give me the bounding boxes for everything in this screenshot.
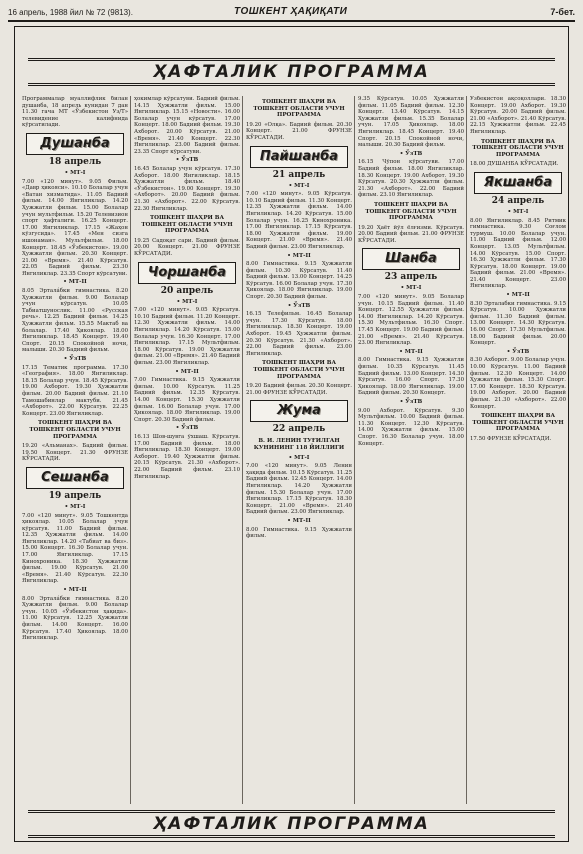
regional-program-heading: ТОШКЕНТ ШАҲРИ ВА ТОШКЕНТ ОБЛАСТИ УЧУН ПРОГРАММА — [365, 201, 457, 222]
schedule-text: 17.15 Тематик программа. 17.30 «География». 18.00 Янгиликлар. 18.15 Болалар учун. 18.45 Кўрсатув. 19.00 Ахборот. 19.30 Ҳужжатли фильм. 20.00 Бадиий фильм. 21.10 Тамошабинлар мактуби. 21.45 «Ахборот». 22.00 Кўрсатув. 22.25 Концерт. 23.00 Янгиликлар. — [22, 364, 128, 417]
day-heading-tuesday: Сешанба — [26, 467, 124, 489]
day-heading-friday: Жума — [250, 400, 348, 422]
schedule-text: 19.20 «Альманах». Бадиий фильм. 19.50 Концерт. 21.30 ФРУНЗЕ КЎРСАТАДИ. — [22, 443, 128, 463]
channel-heading: • МТ-I — [507, 208, 529, 215]
channel-heading: • МТ-II — [63, 587, 87, 594]
channel-heading: • МТ-II — [506, 292, 530, 299]
schedule-text: 7.00 «120 минут». 9.05 Фильм. «Давр ҳикояси». 10.10 Болалар учун «Ватан хизматида». 11.05 Бадиий фильм. 14.00 Янгиликлар. 14.20 Ҳужжатли фильм. 15.00 Болалар учун мультфильм. 15.20 Телевизион спорт ҳафталиги. 16.25 Концерт. 17.00 Янгиликлар. 17.15 «Жаҳон кўзгусида». 17.45 «Мен сизга ишонаман». Мультфильм. 18.00 Концерт. 18.45 «Ўзбекистон». 19.00 Ҳужжатли фильм. 20.30 Концерт. 21.00 «Время». 21.40 Кўрсатув. 22.05 Бадиий фильм. 23.30 Янгиликлар. 23.35 Спорт кўрсатуви. — [22, 178, 128, 277]
channel-heading: • МТ-I — [64, 503, 86, 510]
channel-heading: • ЎзТВ — [287, 302, 311, 309]
schedule-text: 19.20 Ҳаёт йўл ёлғизми. Кўрсатув. 20.00 Бадиий фильм. 21.00 ФРУНЗЕ КЎРСАТАДИ. — [358, 224, 464, 244]
channel-heading: • ЎзТВ — [175, 157, 199, 164]
column-4 — [358, 96, 464, 804]
channel-heading: • ЎзТВ — [506, 348, 530, 355]
schedule-text: 8.30 Ахборот. 9.00 Болалар учун. 10.00 Кўрсатув. 11.00 Бадиий фильм. 12.30 Концерт. 14.00 Ҳужжатли фильм. 15.30 Спорт. 17.00 Концерт. 18.30 Кўрсатув. 19.00 Ахборот. 20.00 Бадиий фильм. 21.30 «Ахборот». 22.00 Концерт. — [470, 357, 566, 410]
schedule-text: 8.05 Эртала́бки гимнастика. 8.20 Ҳужжатли фильм. 9.00 Болалар учун кўрсатув. 10.05 Табиатшунослик. 11.00 «Русская речь». 12.25 Бадиий фильм. 14.25 Ҳужжатли фильм. 15.55 Мактаб ва болалар. 17.40 Ҳикоялар. 18.00 Янгиликлар. 18.45 Концерт. 19.40 Спорт. 20.15 Спокойной ночи, малыши. 20.30 Бадиий фильм. — [22, 288, 128, 354]
channel-heading: • МТ-I — [176, 298, 198, 305]
schedule-text: 8.00 Янгиликлар. 8.45 Ритмик гимнастика. 9.30 Соғлом турмуш. 10.00 Болалар учун. 11.00 Бадиий фильм. 12.00 Концерт. 13.05 Мультфильм. 14.00 Кўрсатув. 15.00 Спорт. 16.30 Ҳужжатли фильм. 17.30 Кўрсатув. 18.00 Концерт. 19.00 Бадиий фильм. 21.00 «Время». 21.40 Концерт. 23.00 Янгиликлар. — [470, 217, 566, 290]
column-divider — [130, 96, 131, 804]
regional-program-heading: ТОШКЕНТ ШАҲРИ ВА ТОШКЕНТ ОБЛАСТИ УЧУН ПРОГРАММА — [472, 413, 564, 433]
regional-program-heading: ТОШКЕНТ ШАҲРИ ВА ТОШКЕНТ ОБЛАСТИ УЧУН ПРОГРАММА — [29, 420, 121, 440]
day-heading-saturday: Шанба — [362, 248, 460, 270]
schedule-text: 16.45 Болалар учун кўрсатув. 17.30 Ахборот. 18.00 Янгиликлар. 18.15 Ҳужжатли фильм. 18.40 «Ўзбекистон». 19.00 Концерт. 19.30 «Ахборот». 20.00 Бадиий фильм. 21.30 «Ахборот». 22.00 Кўрсатув. 22.30 Янгиликлар. — [134, 165, 240, 212]
schedule-text: 19.20 Бадиий фильм. 20.30 Концерт. 21.00 ФРУНЗЕ КЎРСАТАДИ. — [246, 383, 352, 396]
column-divider — [242, 96, 243, 804]
day-date: 23 апрель — [384, 272, 438, 283]
schedule-text: 8.00 Гимнастика. 9.15 Ҳужжатли фильм. 10.35 Кўрсатув. 11.45 Бадиий фильм. 13.00 Концерт. 14.30 Кўрсатув. 16.00 Спорт. 17.30 Ҳикоялар. 18.00 Янгиликлар. 19.00 Бадиий фильм. 20.30 Концерт. — [358, 357, 464, 397]
page-header — [8, 6, 575, 20]
schedule-text: 9.00 Ахборот. Кўрсатув. 9.30 Мультфильм. 10.00 Бадиий фильм. 11.30 Концерт. 12.30 Кўрсатув. 14.00 Ҳужжатли фильм. 15.00 Спорт. 16.30 Болалар учун. 18.00 Концерт. — [358, 407, 464, 447]
column-5 — [470, 96, 566, 804]
column-divider — [354, 96, 355, 804]
day-date: 21 апрель — [272, 169, 326, 180]
schedule-text: ҳокимлар кўрсатуви. Бадиий фильм. 14.15 Ҳужжатли фильм. 15.00 Янгиликлар. 15.15 «Новости». 16.00 Болалар учун кўрсатув. 17.00 Концерт. 18.00 Бадиий фильм. 19.30 Ахборот. 20.00 Кўрсатув. 21.00 «Время». 21.40 Концерт. 22.30 Янгиликлар. 23.00 Бадиий фильм. 23.35 Спорт кўрсатуви. — [134, 96, 240, 155]
channel-heading: • МТ-I — [400, 285, 422, 292]
schedule-text: 8.30 Эрталабки гимнастика. 9.15 Кўрсатув. 10.00 Ҳужжатли фильм. 11.30 Бадиий фильм. 13.00 Концерт. 14.30 Кўрсатув. 16.00 Спорт. 17.30 Мультфильм. 18.00 Бадиий фильм. 20.00 Концерт. — [470, 300, 566, 347]
channel-heading: • ЎзТВ — [399, 150, 423, 157]
schedule-text: 16.13 Шов-шувга ўхшаш. Кўрсатув. 17.00 Бадиий фильм. 18.00 Янгиликлар. 18.30 Концерт. 19.00 Ахборот. 19.40 Ҳужжатли фильм. 20.15 Кўрсатув. 21.30 «Ахборот». 22.00 Бадиий фильм. 23.10 Янгиликлар. — [134, 433, 240, 480]
channel-heading: • МТ-II — [287, 252, 311, 259]
channel-heading: • ЎзТВ — [175, 425, 199, 432]
schedule-text: 16.15 Телефильм. 16.45 Болалар учун. 17.30 Кўрсатув. 18.00 Янгиликлар. 18.30 Концерт. 19.00 Ахборот. 19.45 Ҳужжатли фильм. 20.30 Кўрсатув. 21.30 «Ахборот». 22.00 Бадиий фильм. 23.00 Янгиликлар. — [246, 311, 352, 357]
schedule-text: Ўзбекистон ақсоқоллари. 18.30 Концерт. 19.00 Ахборот. 19.30 Кўрсатув. 20.00 Бадиий фильм. 21.00 «Ахборот». 21.40 Кўрсатув. 22.15 Ҳужжатли фильм. 22.45 Янгиликлар. — [470, 96, 566, 135]
banner-title: ҲАФТАЛИК ПРОГРАММА — [28, 58, 555, 86]
day-heading-monday: Душанба — [26, 133, 124, 155]
regional-program-heading: ТОШКЕНТ ШАҲРИ ВА ТОШКЕНТ ОБЛАСТИ УЧУН ПРОГРАММА — [253, 360, 345, 380]
channel-heading: • ЎзТВ — [63, 356, 87, 362]
intro-text: Программалар муаллифлик билан душанба, 18 апрель кунидан 7 дан 11.30 гача МТ «Ўзбекистон Уз/Т» телевидение калифнида кўрсатилади. — [22, 96, 128, 129]
channel-heading: • МТ-I — [288, 454, 310, 461]
column-divider — [466, 96, 467, 804]
channel-heading: • МТ-II — [399, 348, 423, 355]
schedule-text: 7.00 Гимнастика. 9.15 Ҳужжатли фильм. 10.00 Кўрсатув. 11.25 Бадиий фильм. 12.35 Кўрсатув. 14.00 Концерт. 15.30 Ҳужжатли фильм. 16.00 Болалар учун. 17.00 Ҳикоялар. 18.00 Янгиликлар. 19.00 Спорт. 20.30 Бадиий фильм. — [134, 377, 240, 423]
schedule-text: 7.00 «120 минут». 9.05 Болалар учун. 10.15 Бадиий фильм. 11.40 Концерт. 12.55 Ҳужжатли фильм. 14.00 Янгиликлар. 14.20 Кўрсатув. 15.30 Мультфильм. 16.30 Спорт. 17.45 Концерт. 19.00 Бадиий фильм. 21.00 «Время». 21.40 Кўрсатув. 23.00 Янгиликлар. — [358, 294, 464, 347]
schedule-text: 7.00 «120 минут». 9.05 Ленин ҳақида фильм. 10.15 Кўрсатув. 11.25 Бадиий фильм. 12.45 Концерт. 14.00 Янгиликлар. 14.20 Ҳужжатли фильм. 15.30 Болалар учун. 17.00 Янгиликлар. 17.15 Кўрсатув. 18.30 Концерт. 21.00 «Время». 21.40 Бадиий фильм. 23.00 Янгиликлар. — [246, 463, 352, 516]
schedule-text: 8.00 Эртала́бки гимнастика. 8.20 Ҳужжатли фильм. 9.00 Болалар учун. 10.05 «Ўзбекистон ҳақида». 11.00 Кўрсатув. 12.25 Ҳужжатли фильм. 14.00 Концерт. 16.00 Кўрсатув. 17.40 Ҳикоялар. 18.00 Янгиликлар. — [22, 595, 128, 642]
day-date: 18 апрель — [48, 156, 102, 167]
day-date: 22 апрель — [272, 424, 326, 435]
regional-program-heading: ТОШКЕНТ ШАҲРИ ВА ТОШКЕНТ ОБЛАСТИ УЧУН ПРОГРАММА — [253, 99, 345, 119]
channel-heading: • МТ-II — [287, 517, 311, 524]
schedule-text: 8.00 Гимнастика. 9.15 Ҳужжатли фильм. 10.30 Кўрсатув. 11.40 Бадиий фильм. 13.00 Концерт. 14.25 Кўрсатув. 16.00 Болалар учун. 17.30 Ҳикоялар. 18.00 Янгиликлар. 19.00 Спорт. 20.30 Бадиий фильм. — [246, 261, 352, 301]
schedule-text: 7.00 «120 минут». 9.05 Кўрсатув. 10.10 Бадиий фильм. 11.30 Концерт. 12.35 Ҳужжатли фильм. 14.00 Янгиликлар. 14.20 Кўрсатув. 15.00 Болалар учун. 16.25 Кинохроника. 17.00 Янгиликлар. 17.15 Кўрсатув. 18.00 Ҳужжатли фильм. 19.00 Концерт. 21.00 «Время». 21.40 Бадиий фильм. 23.00 Янгиликлар. — [246, 191, 352, 250]
schedule-text: 7.00 «120 минут». 9.05 Тошкентда ҳикоялар. 10.05 Болалар учун кўрсатув. 11.00 Бадиий фильм. 12.35 Ҳужжатли фильм. 14.00 Янгиликлар. 14.20 «Табиат ва биз». 15.00 Концерт. 16.30 Болалар учун. 17.00 Янгиликлар. 17.15 Кинохроника. 18.30 Ҳужжатли фильм. 19.00 Кўрсатув. 21.00 «Время». 21.40 Кўрсатув. 22.30 Янгиликлар. — [22, 512, 128, 585]
schedule-text: 9.35 Кўрсатув. 10.05 Ҳужжатли фильм. 11.05 Бадиий фильм. 12.30 Концерт. 13.40 Кўрсатув. 14.15 Ҳужжатли фильм. 15.35 Болалар учун. 17.05 Ҳикоялар. 18.00 Янгиликлар. 18.45 Концерт. 19.40 Спорт. 20.15 Спокойной ночи, малыши. 20.30 Бадиий фильм. — [358, 96, 464, 149]
schedule-text: 18.00 ДУШАНБА КЎРСАТАДИ. — [470, 161, 559, 168]
issue-date: 16 апрель, 1988 йил № 72 (9813). — [8, 8, 133, 17]
column-3 — [246, 96, 352, 804]
channel-heading: • ЎзТВ — [399, 398, 423, 405]
channel-heading: • МТ-II — [175, 368, 199, 375]
schedule-text: 16.15 Чўпон кўрсатуви. 17.00 Бадиий фильм. 18.00 Янгиликлар. 18.30 Концерт. 19.00 Ахборот. 19.30 Кўрсатув. 20.30 Ҳужжатли фильм. 21.30 «Ахборот». 22.00 Бадиий фильм. 23.10 Янгиликлар. — [358, 159, 464, 199]
channel-heading: • МТ-II — [63, 279, 87, 286]
column-2 — [134, 96, 240, 804]
day-heading-wednesday: Чоршанба — [138, 262, 236, 284]
regional-program-heading: ТОШКЕНТ ШАҲРИ ВА ТОШКЕНТ ОБЛАСТИ УЧУН ПРОГРАММА — [472, 138, 564, 158]
header-rule — [8, 20, 575, 22]
schedule-text: 19.20 «Олқа». Бадиий фильм. 20.30 Концерт. 21.00 ФРУНЗЕ КЎРСАТАДИ. — [246, 121, 352, 141]
page-number: 7-бет. — [550, 7, 575, 17]
day-heading-sunday: Якшанба — [474, 172, 562, 194]
schedule-text: 7.00 «120 минут». 9.05 Кўрсатув. 10.10 Бадиий фильм. 11.20 Концерт. 12.30 Ҳужжатли фильм. 14.00 Янгиликлар. 14.20 Кўрсатув. 15.00 Болалар учун. 16.30 Концерт. 17.00 Янгиликлар. 17.15 Мультфильм. 18.00 Кўрсатув. 19.00 Ҳужжатли фильм. 21.00 «Время». 21.40 Бадиий фильм. 23.00 Янгиликлар. — [134, 307, 240, 366]
banner-footer: ҲАФТАЛИК ПРОГРАММА — [28, 810, 555, 838]
channel-heading: • МТ-I — [64, 169, 86, 176]
newspaper-title: ТОШКЕНТ ҲАҚИҚАТИ — [234, 6, 348, 17]
schedule-text: 19.25 Садоқат сари. Бадиий фильм. 20.00 Концерт. 21.00 ФРУНЗЕ КЎРСАТАДИ. — [134, 237, 240, 258]
regional-program-heading: ТОШКЕНТ ШАҲРИ ВА ТОШКЕНТ ОБЛАСТИ УЧУН ПРОГРАММА — [141, 215, 233, 235]
schedule-text: 17.50 ФРУНЗЕ КЎРСАТАДИ. — [470, 435, 552, 442]
anniversary-heading: В. И. ЛЕНИН ТУҒИЛГАН КУНИНИНГ 118 ЙИЛЛИГИ — [253, 438, 345, 451]
day-date: 19 апрель — [48, 490, 102, 501]
channel-heading: • МТ-I — [288, 182, 310, 189]
day-date: 24 апрель — [491, 195, 545, 206]
day-date: 20 апрель — [160, 285, 214, 296]
schedule-text: 8.00 Гимнастика. 9.15 Ҳужжатли фильм. — [246, 526, 352, 540]
day-heading-thursday: Пайшанба — [250, 146, 348, 168]
column-1 — [22, 96, 128, 804]
